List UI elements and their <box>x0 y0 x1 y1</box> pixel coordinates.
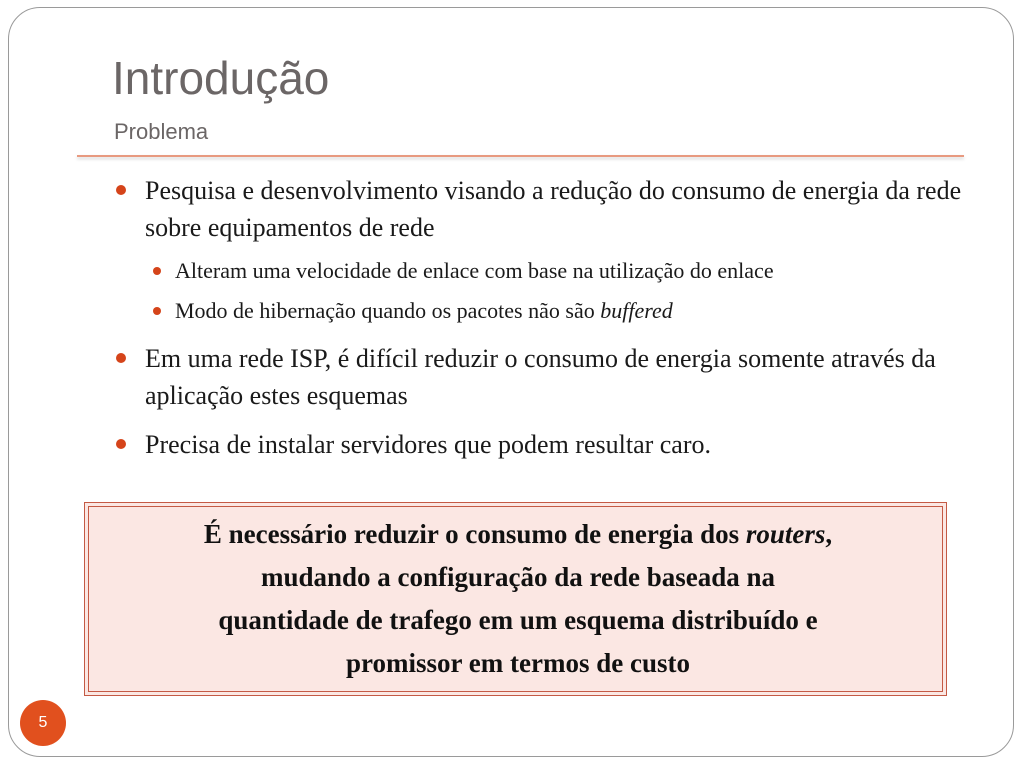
bullet-item <box>112 426 962 463</box>
callout-text-span: , <box>825 519 833 549</box>
sub-bullet-item <box>112 256 962 286</box>
bullet-item <box>112 172 962 246</box>
sub-bullet-item <box>112 296 962 326</box>
title-divider <box>77 155 964 157</box>
bullet-dot-icon <box>116 439 126 449</box>
callout-line: mudando a configuração da rede baseada na <box>260 562 776 592</box>
callout-line <box>103 513 933 556</box>
callout-text-span: É necessário reduzir o consumo de energia dos <box>203 519 746 549</box>
bullet-dot-icon <box>116 353 126 363</box>
bullet-text: Em uma rede ISP, é difícil reduzir o consumo de energia somente através da aplicação estes esquemas <box>145 344 936 410</box>
bullet-dot-icon <box>116 185 126 195</box>
slide-title: Introdução <box>112 52 330 104</box>
bullet-list <box>112 172 962 463</box>
highlight-callout-box <box>84 502 947 696</box>
callout-text <box>103 513 933 685</box>
bullet-item <box>112 340 962 414</box>
bullet-text: Pesquisa e desenvolvimento visando a redução do consumo de energia da rede sobre equipamentos de rede <box>145 176 962 242</box>
sub-bullet-italic-text: buffered <box>600 298 673 323</box>
sub-bullet-text: Modo de hibernação quando os pacotes não são <box>175 298 601 323</box>
bullet-dot-icon <box>153 267 161 275</box>
callout-line: quantidade de trafego em um esquema distribuído e <box>218 605 818 635</box>
sub-bullet-text: Alteram uma velocidade de enlace com base na utilização do enlace <box>175 258 774 283</box>
callout-italic-text: routers <box>745 519 826 549</box>
page-number-badge: 5 <box>20 700 66 746</box>
callout-line: promissor em termos de custo <box>346 648 690 678</box>
bullet-text: Precisa de instalar servidores que podem resultar caro. <box>145 430 712 459</box>
bullet-dot-icon <box>153 307 161 315</box>
slide-subtitle: Problema <box>114 119 209 144</box>
